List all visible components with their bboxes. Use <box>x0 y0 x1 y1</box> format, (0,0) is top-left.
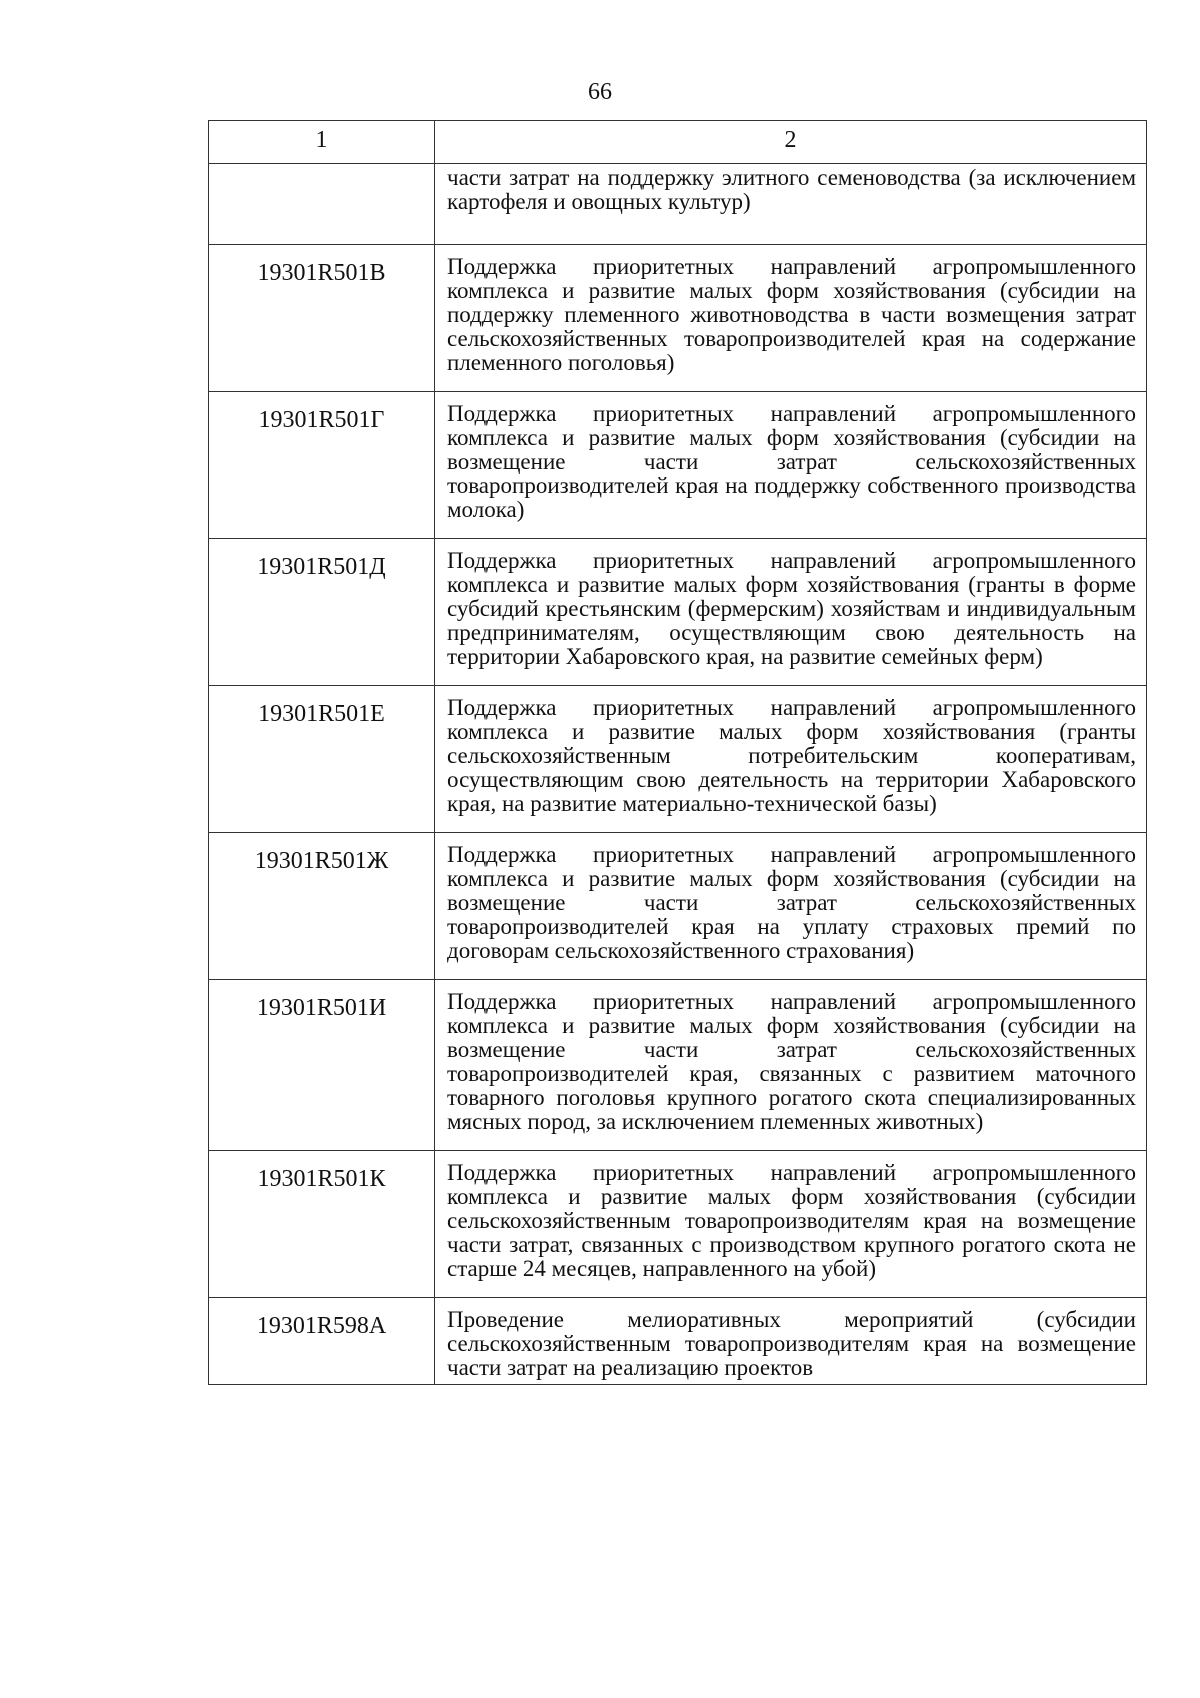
table-row <box>209 1151 1147 1298</box>
table-cell-code: 19301R501И <box>209 980 435 1151</box>
table-cell-description: Проведение мелиоративных мероприятий (субсидии сельскохозяйственным товаропроизводителям края на возмещение части затрат на реализацию проектов <box>435 1298 1147 1385</box>
table-cell-description: Поддержка приоритетных направлений агропромышленного комплекса и развитие малых форм хозяйствования (субсидии на возмещение части затрат сельскохозяйственных товаропроизводителей края, связанных с развитием маточного товарного поголовья крупного рогатого скота специализированных мясных пород, за исключением племенных животных) <box>435 980 1147 1151</box>
table-cell-code: 19301R501К <box>209 1151 435 1298</box>
table-row <box>209 245 1147 392</box>
table-cell-description: Поддержка приоритетных направлений агропромышленного комплекса и развитие малых форм хозяйствования (субсидии на возмещение части затрат сельскохозяйственных товаропроизводителей края на уплату страховых премий по договорам сельскохозяйственного страхования) <box>435 833 1147 980</box>
table-cell-code: 19301R501В <box>209 245 435 392</box>
table-cell-code: 19301R501Г <box>209 392 435 539</box>
table-cell-code: 19301R501Е <box>209 686 435 833</box>
table-header-row <box>209 121 1147 164</box>
table-cell-description: Поддержка приоритетных направлений агропромышленного комплекса и развитие малых форм хозяйствования (гранты сельскохозяйственным потребительским кооперативам, осуществляющим свою деятельность на территории Хабаровского края, на развитие материально-технической базы) <box>435 686 1147 833</box>
table-row <box>209 980 1147 1151</box>
budget-classification-table <box>208 120 1147 1385</box>
table-cell-description: Поддержка приоритетных направлений агропромышленного комплекса и развитие малых форм хозяйствования (субсидии сельскохозяйственным товаропроизводителям края на возмещение части затрат, связанных с производством крупного рогатого скота не старше 24 месяцев, направленного на убой) <box>435 1151 1147 1298</box>
table-cell-description: Поддержка приоритетных направлений агропромышленного комплекса и развитие малых форм хозяйствования (субсидии на поддержку племенного животноводства в части возмещения затрат сельскохозяйственных товаропроизводителей края на содержание племенного поголовья) <box>435 245 1147 392</box>
table-cell-code: 19301R501Д <box>209 539 435 686</box>
table-cell-code-empty <box>209 164 435 245</box>
table-row <box>209 1298 1147 1385</box>
page-number: 66 <box>588 79 612 105</box>
table-row-continuation <box>209 164 1147 245</box>
table-cell-code: 19301R501Ж <box>209 833 435 980</box>
table-cell-code: 19301R598А <box>209 1298 435 1385</box>
table-row <box>209 833 1147 980</box>
table-row <box>209 686 1147 833</box>
column-header-description: 2 <box>435 121 1147 164</box>
table-row <box>209 539 1147 686</box>
table-row <box>209 392 1147 539</box>
table-cell-description: Поддержка приоритетных направлений агропромышленного комплекса и развитие малых форм хозяйствования (субсидии на возмещение части затрат сельскохозяйственных товаропроизводителей края на поддержку собственного производства молока) <box>435 392 1147 539</box>
table-cell-description: Поддержка приоритетных направлений агропромышленного комплекса и развитие малых форм хозяйствования (гранты в форме субсидий крестьянским (фермерским) хозяйствам и индивидуальным предпринимателям, осуществляющим свою деятельность на территории Хабаровского края, на развитие семейных ферм) <box>435 539 1147 686</box>
table-cell-description: части затрат на поддержку элитного семеноводства (за исключением картофеля и овощных культур) <box>435 164 1147 245</box>
column-header-code: 1 <box>209 121 435 164</box>
